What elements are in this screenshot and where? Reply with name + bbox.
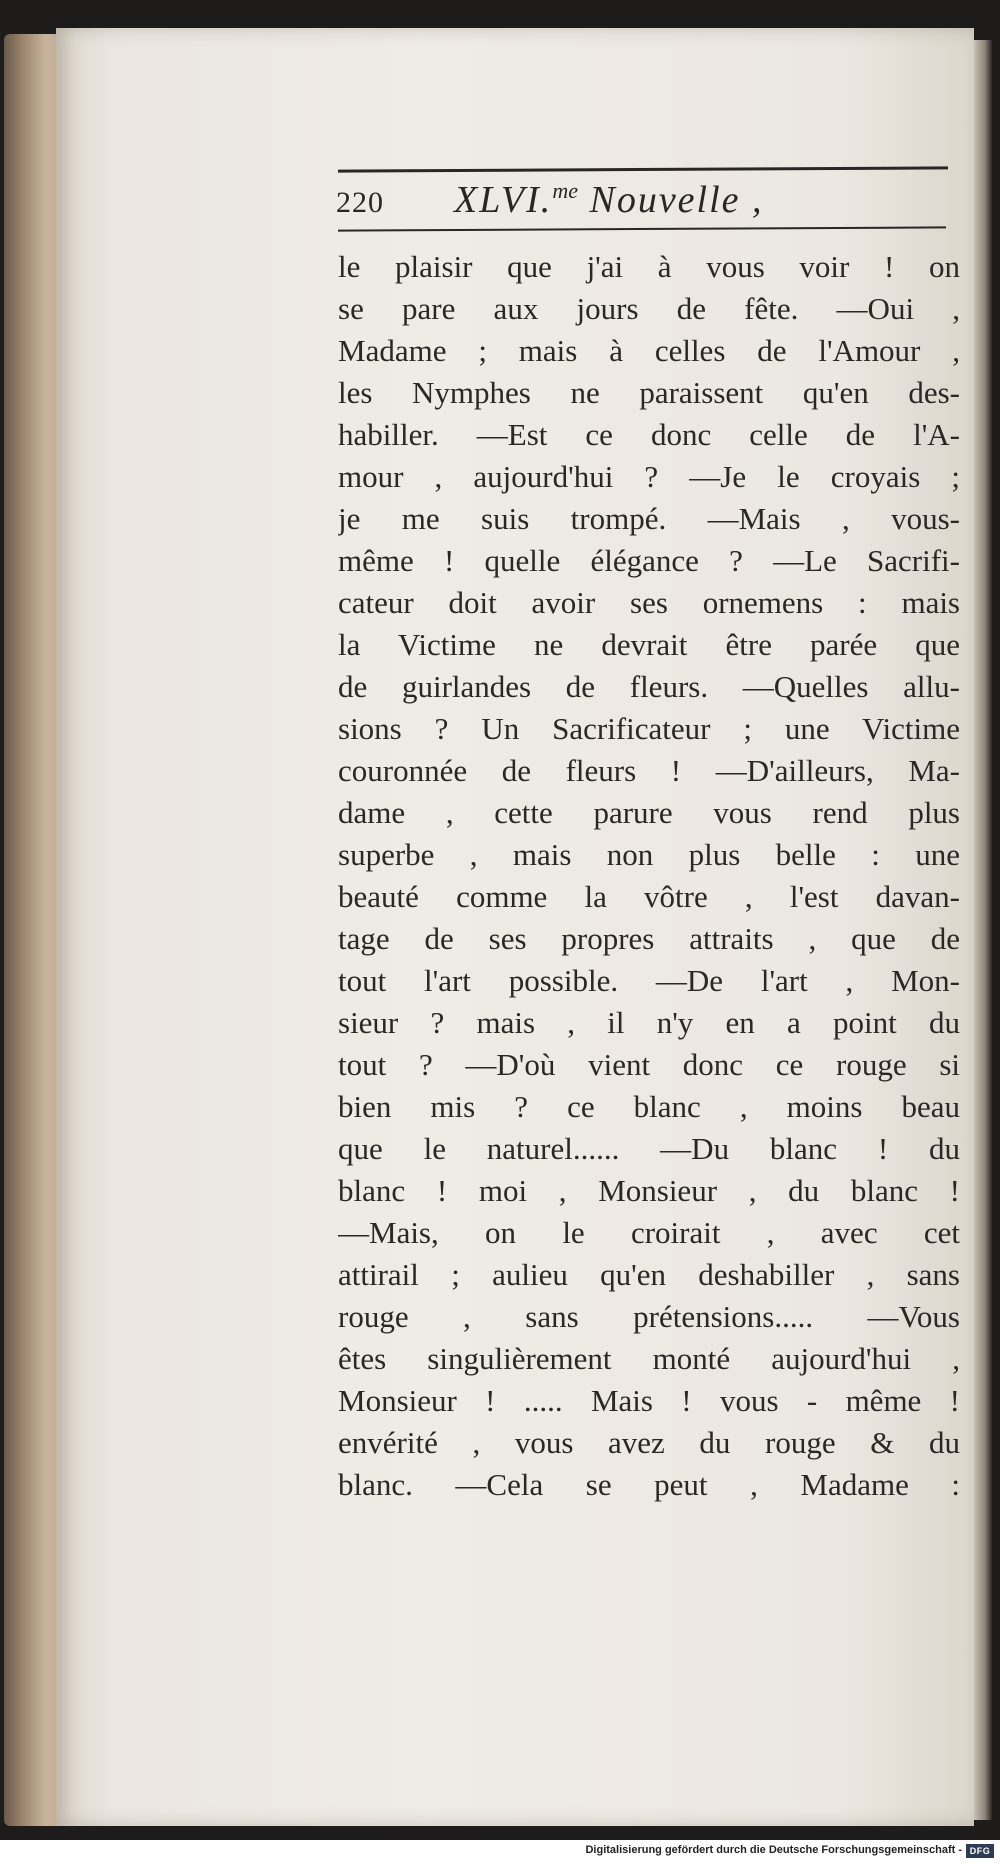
- text-line: tout l'art possible. —De l'art , Mon-: [338, 963, 960, 998]
- text-line: que le naturel...... —Du blanc ! du: [338, 1131, 960, 1166]
- text-line: cateur doit avoir ses ornemens : mais: [338, 585, 960, 620]
- text-line: de guirlandes de fleurs. —Quelles allu-: [338, 669, 960, 704]
- text-line: tout ? —D'où vient donc ce rouge si: [338, 1047, 960, 1082]
- text-line: tage de ses propres attraits , que de: [338, 921, 960, 956]
- text-line: Madame ; mais à celles de l'Amour ,: [338, 333, 960, 368]
- text-line: dame , cette parure vous rend plus: [338, 795, 960, 830]
- text-line: attirail ; aulieu qu'en deshabiller , sans: [338, 1257, 960, 1292]
- text-line: sions ? Un Sacrificateur ; une Victime: [338, 711, 960, 746]
- running-title-rest: Nouvelle ,: [577, 179, 764, 221]
- text-line: —Mais, on le croirait , avec cet: [338, 1215, 960, 1250]
- text-line: êtes singulièrement monté aujourd'hui ,: [338, 1341, 960, 1376]
- funding-credit: Digitalisierung gefördert durch die Deutsche Forschungsgemeinschaft -: [585, 1844, 962, 1856]
- text-line: habiller. —Est ce donc celle de l'A-: [338, 417, 960, 452]
- text-line: les Nymphes ne paraissent qu'en des-: [338, 375, 960, 410]
- text-line: bien mis ? ce blanc , moins beau: [338, 1089, 960, 1124]
- text-line: sieur ? mais , il n'y en a point du: [338, 1005, 960, 1040]
- page-number: 220: [336, 186, 384, 219]
- running-title-main: XLVI.: [454, 179, 553, 221]
- footer-bar: [0, 1840, 1000, 1864]
- dfg-logo: DFG: [966, 1844, 994, 1858]
- text-line: blanc. —Cela se peut , Madame :: [338, 1467, 960, 1502]
- text-line: couronnée de fleurs ! —D'ailleurs, Ma-: [338, 753, 960, 788]
- text-line: je me suis trompé. —Mais , vous-: [338, 501, 960, 536]
- text-line: blanc ! moi , Monsieur , du blanc !: [338, 1173, 960, 1208]
- text-line: même ! quelle élégance ? —Le Sacrifi-: [338, 543, 960, 578]
- running-title-superscript: me: [552, 178, 578, 203]
- text-line: rouge , sans prétensions..... —Vous: [338, 1299, 960, 1334]
- body-text: [338, 246, 960, 1506]
- text-line: le plaisir que j'ai à vous voir ! on: [338, 249, 960, 284]
- text-line: se pare aux jours de fête. —Oui ,: [338, 291, 960, 326]
- text-line: beauté comme la vôtre , l'est davan-: [338, 879, 960, 914]
- text-line: mour , aujourd'hui ? —Je le croyais ;: [338, 459, 960, 494]
- running-header: [336, 178, 948, 230]
- text-line: envérité , vous avez du rouge & du: [338, 1425, 960, 1460]
- page-right-edge: [974, 40, 992, 1820]
- text-line: Monsieur ! ..... Mais ! vous - même !: [338, 1383, 960, 1418]
- text-line: la Victime ne devrait être parée que: [338, 627, 960, 662]
- text-line: superbe , mais non plus belle : une: [338, 837, 960, 872]
- running-title: [454, 178, 764, 222]
